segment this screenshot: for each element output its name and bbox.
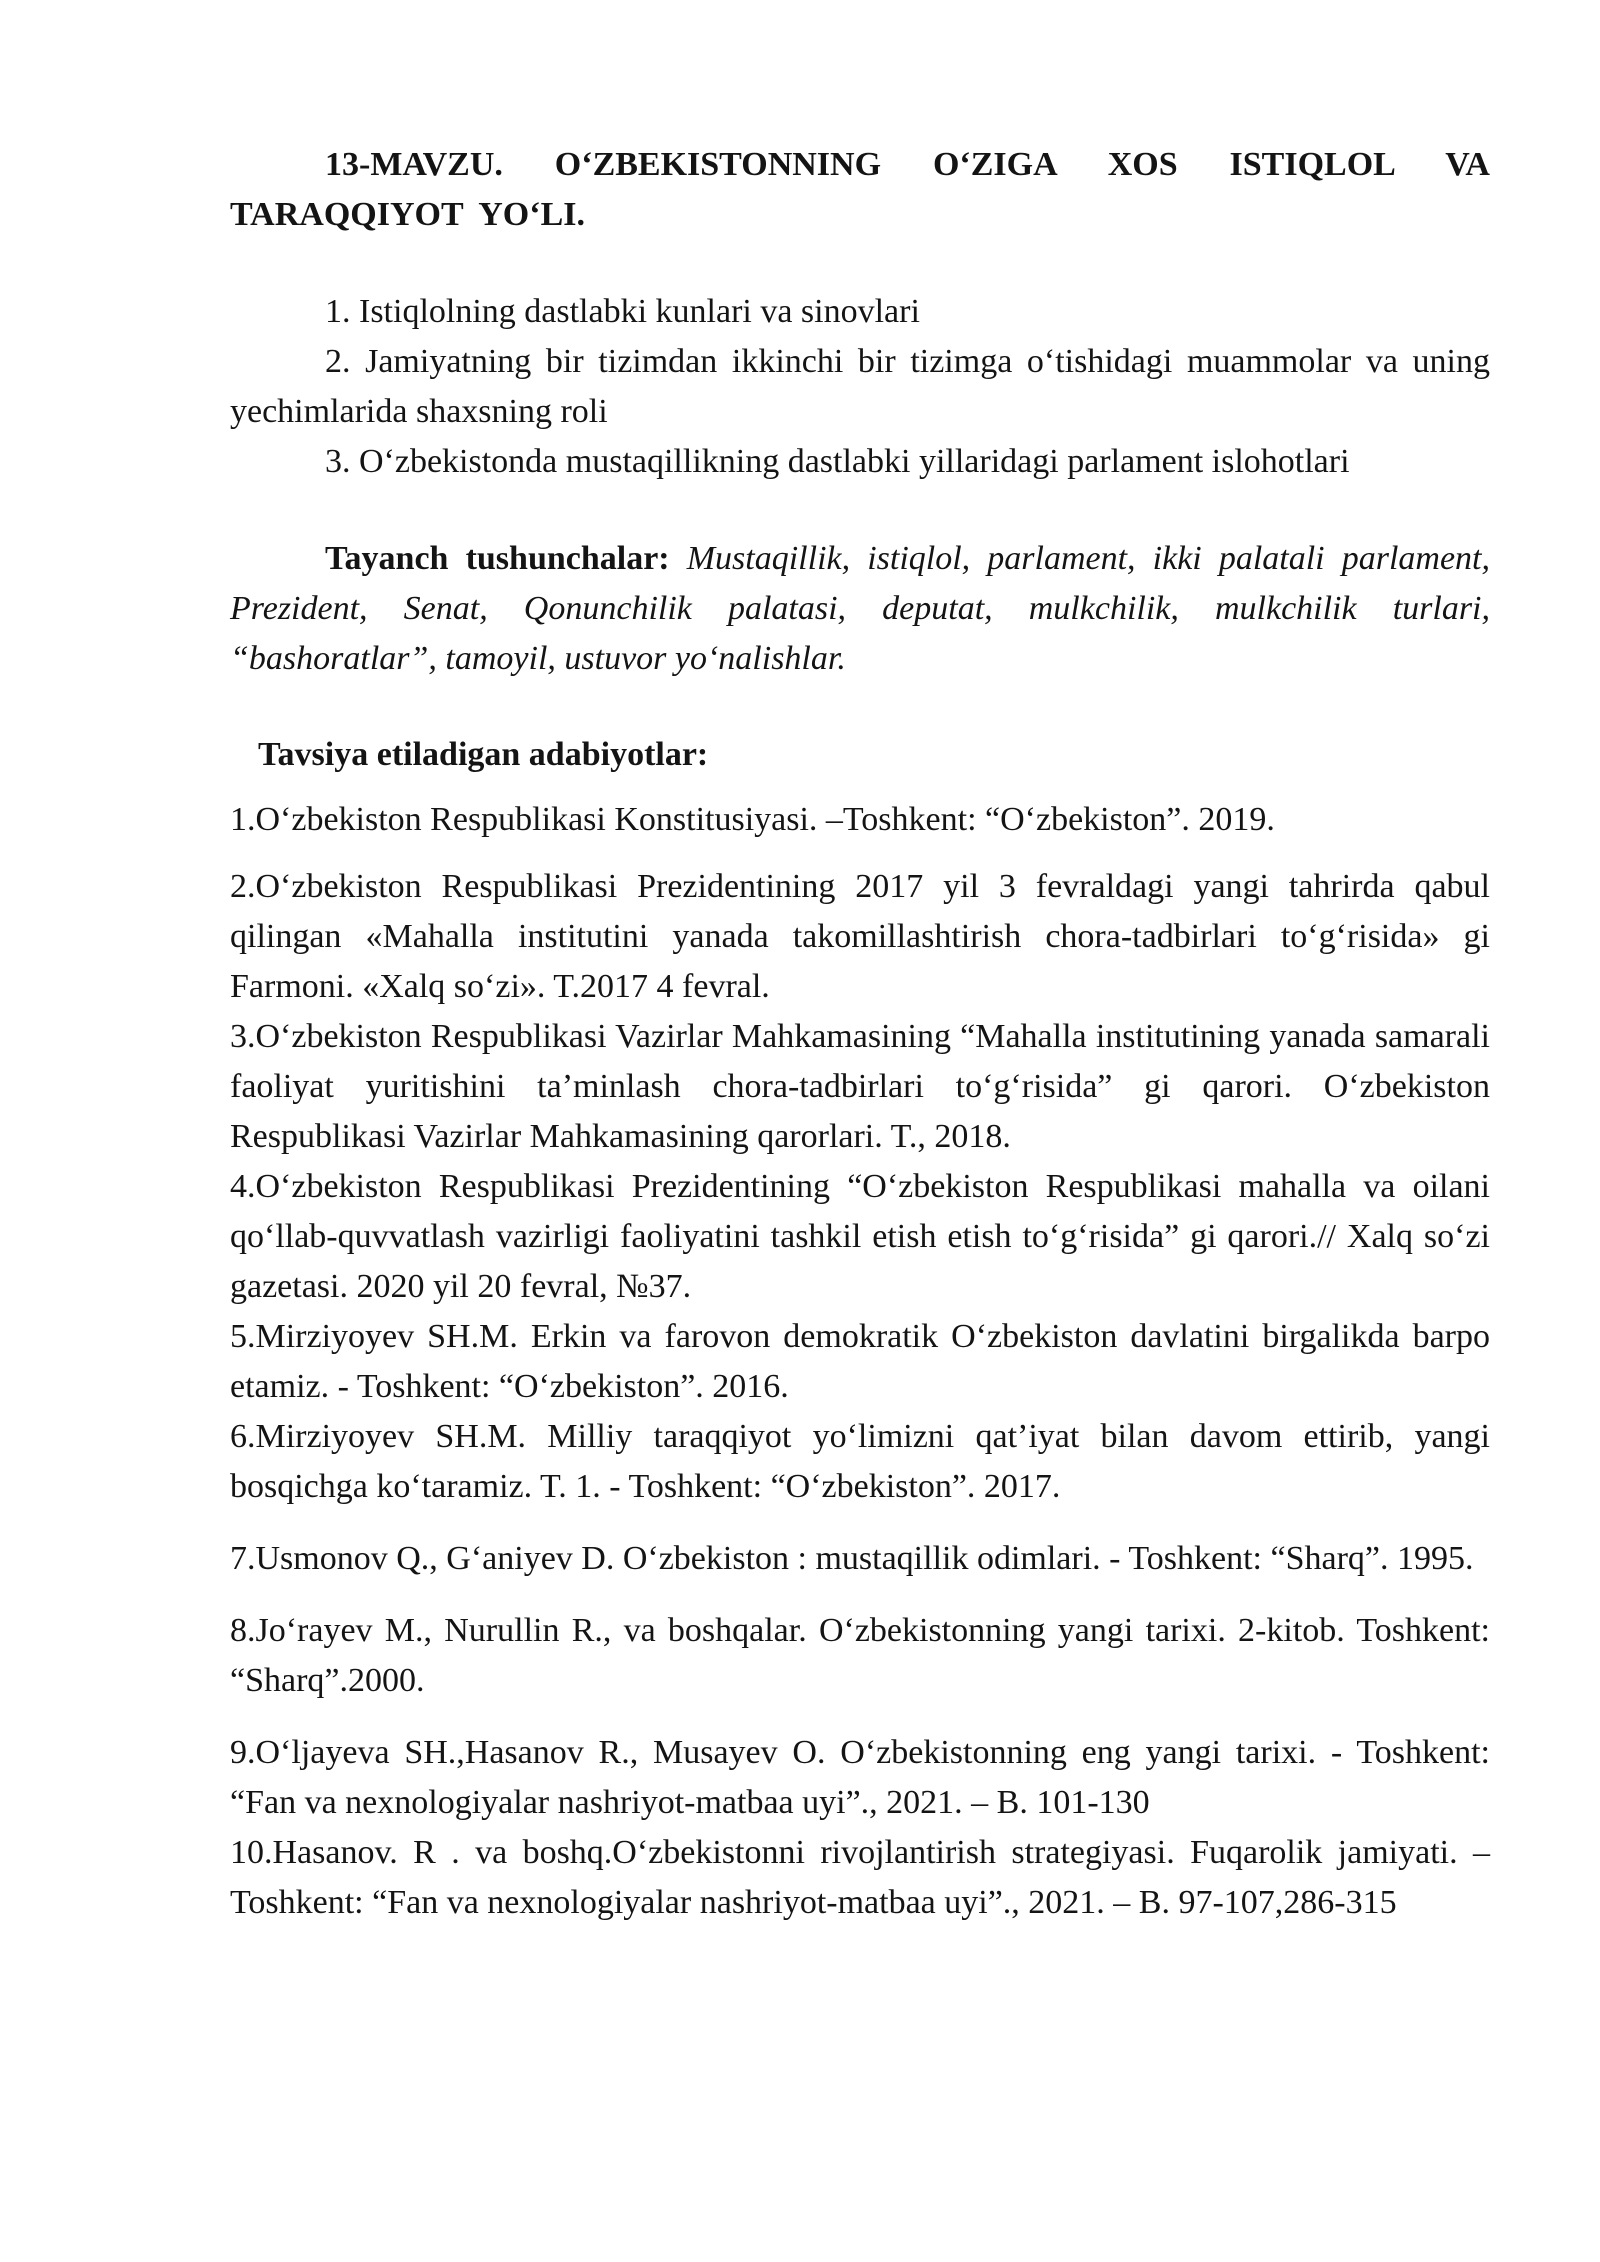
- topic-plan-list: [230, 287, 1490, 487]
- plan-item: 3. O‘zbekistonda mustaqillikning dastlabki yillaridagi parlament islohotlari: [325, 443, 1350, 480]
- plan-item: 1. Istiqlolning dastlabki kunlari va sinovlari: [325, 293, 920, 330]
- reference-list: [230, 795, 1490, 1928]
- reference-item: 7.Usmonov Q., G‘aniyev D. O‘zbekiston : mustaqillik odimlari. - Toshkent: “Sharq”. 1995.: [230, 1540, 1474, 1577]
- key-concepts-text: Mustaqillik, istiqlol, parlament, ikki palatali parlament, Prezident, Senat, Qonunchilik palatasi, deputat, mulkchilik, mulkchilik turlari, “bashoratlar”, tamoyil, ustuvor yo‘nalishlar.: [230, 540, 1490, 677]
- reference-item: 5.Mirziyoyev SH.M. Erkin va farovon demokratik O‘zbekiston davlatini birgalikda barpo etamiz. - Toshkent: “O‘zbekiston”. 2016.: [230, 1318, 1490, 1405]
- page-title: 13-MAVZU. O‘ZBEKISTONNING O‘ZIGA XOS ISTIQLOL VA TARAQQIYOT YO‘LI.: [230, 146, 1490, 233]
- reference-item: 6.Mirziyoyev SH.M. Milliy taraqqiyot yo‘limizni qat’iyat bilan davom ettirib, yangi bosqichga ko‘taramiz. T. 1. - Toshkent: “O‘zbekiston”. 2017.: [230, 1418, 1490, 1505]
- key-concepts-paragraph: [230, 534, 1490, 684]
- reference-item: 2.O‘zbekiston Respublikasi Prezidentining 2017 yil 3 fevraldagi yangi tahrirda qabul qilingan «Mahalla institutini yanada takomillashtirish chora-tadbirlari to‘g‘risida» gi Farmoni. «Xalq so‘zi». T.2017 4 fevral.: [230, 868, 1490, 1005]
- plan-item: 2. Jamiyatning bir tizimdan ikkinchi bir tizimga o‘tishidagi muammolar va uning yechimlarida shaxsning roli: [230, 343, 1490, 430]
- key-concepts-label: Tayanch tushunchalar:: [325, 540, 670, 577]
- reference-item: 4.O‘zbekiston Respublikasi Prezidentining “O‘zbekiston Respublikasi mahalla va oilani qo‘llab-quvvatlash vazirligi faoliyatini tashkil etish etish to‘g‘risida” gi qarori.// Xalq so‘zi gazetasi. 2020 yil 20 fevral, №37.: [230, 1168, 1490, 1305]
- reference-item: 9.O‘ljayeva SH.,Hasanov R., Musayev O. O‘zbekistonning eng yangi tarixi. - Toshkent: “Fan va nexnologiyalar nashriyot-matbaa uyi”., 2021. – B. 101-130: [230, 1734, 1490, 1821]
- literature-heading: Tavsiya etiladigan adabiyotlar:: [258, 736, 709, 773]
- reference-item: 10.Hasanov. R . va boshq.O‘zbekistonni rivojlantirish strategiyasi. Fuqarolik jamiyati. – Toshkent: “Fan va nexnologiyalar nashriyot-matbaa uyi”., 2021. – B. 97-107,286-315: [230, 1834, 1490, 1921]
- reference-item: 8.Jo‘rayev M., Nurullin R., va boshqalar. O‘zbekistonning yangi tarixi. 2-kitob. Toshkent: “Sharq”.2000.: [230, 1612, 1490, 1699]
- reference-item: 3.O‘zbekiston Respublikasi Vazirlar Mahkamasining “Mahalla institutining yanada samarali faoliyat yuritishini ta’minlash chora-tadbirlari to‘g‘risida” gi qarori. O‘zbekiston Respublikasi Vazirlar Mahkamasining qarorlari. T., 2018.: [230, 1018, 1490, 1155]
- reference-item: 1.O‘zbekiston Respublikasi Konstitusiyasi. –Toshkent: “O‘zbekiston”. 2019.: [230, 801, 1275, 838]
- document-page: [230, 140, 1490, 1928]
